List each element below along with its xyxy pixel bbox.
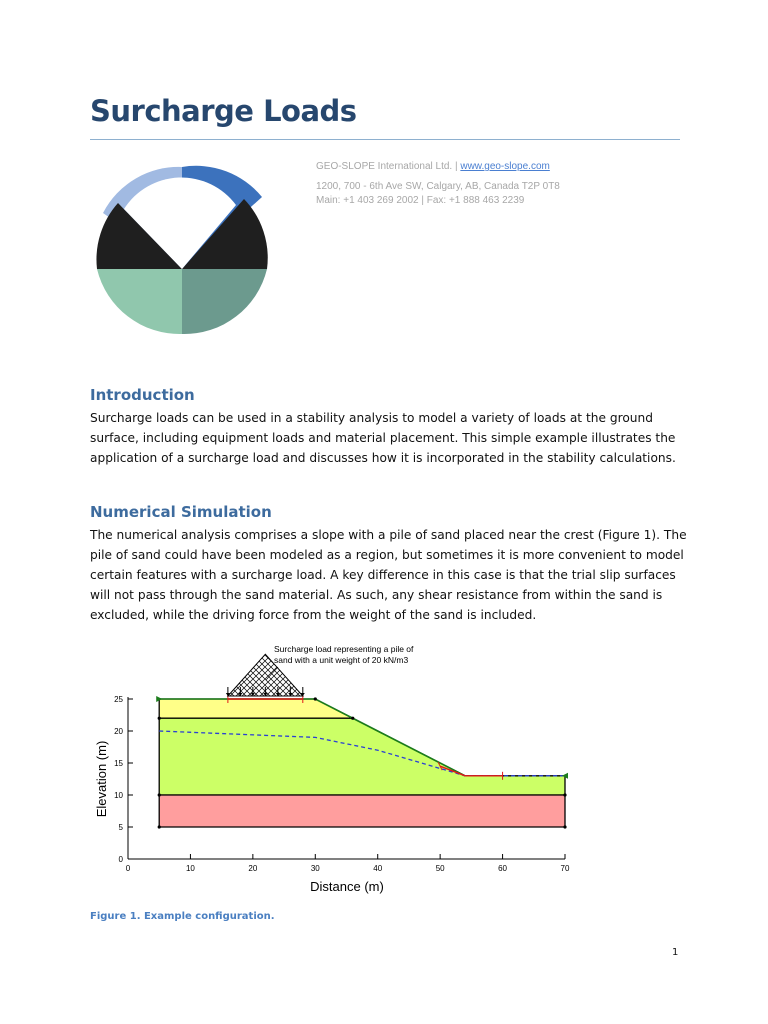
region-node-2	[158, 793, 161, 796]
y-tick-label-25: 25	[114, 695, 123, 704]
heading-numerical-simulation: Numerical Simulation	[90, 503, 272, 521]
x-tick-label-30: 30	[310, 864, 320, 873]
company-name: GEO-SLOPE International Ltd.	[316, 161, 453, 172]
logo-segment-light-green	[97, 269, 182, 334]
numerical-simulation-paragraph: The numerical analysis comprises a slope with a pile of sand placed near the crest (Figure 1). The pile of sand could have been modeled as a region, but sometimes it is more convenient to model certain features with a surcharge load. A key difference in this case is that the trial slip surfaces will not pass through the sand material. As such, any shear resistance from within the sand is excluded, while the driving force from the weight of the sand is included.	[90, 528, 687, 622]
region-node-6	[314, 697, 317, 700]
page-number: 1	[672, 947, 679, 958]
introduction-paragraph: Surcharge loads can be used in a stability analysis to model a variety of loads at the ground surface, including equipment loads and material placement. This simple example illustrates the application of a surcharge load and discusses how it is incorporated in the stability calculations.	[90, 411, 676, 465]
annotation-line-2: sand with a unit weight of 20 kN/m3	[274, 655, 409, 665]
region-node-3	[563, 793, 566, 796]
x-tick-label-10: 10	[185, 864, 195, 873]
annotation-line-1: Surcharge load representing a pile of	[274, 644, 414, 654]
y-axis-label: Elevation (m)	[94, 740, 109, 818]
red-foundation-layer	[159, 795, 565, 827]
heading-introduction: Introduction	[90, 386, 195, 404]
x-tick-label-0: 0	[125, 864, 131, 873]
y-tick-label-10: 10	[114, 791, 123, 800]
company-logo	[96, 158, 268, 336]
page-title: Surcharge Loads	[90, 94, 357, 128]
x-tick-label-60: 60	[498, 864, 508, 873]
upper-yellow-layer	[159, 699, 353, 718]
y-tick-label-5: 5	[118, 823, 123, 832]
x-tick-label-40: 40	[373, 864, 383, 873]
region-node-1	[351, 717, 354, 720]
green-slope-layer	[159, 718, 565, 795]
contact-separator: |	[454, 161, 458, 172]
x-tick-label-50: 50	[435, 864, 445, 873]
contact-block	[316, 160, 560, 208]
logo-segment-dark-green	[182, 269, 267, 334]
x-tick-label-20: 20	[248, 864, 258, 873]
region-node-0	[158, 717, 161, 720]
company-phone: Main: +1 403 269 2002 | Fax: +1 888 463 2239	[316, 195, 525, 206]
slope-configuration-figure	[88, 640, 588, 900]
y-tick-label-15: 15	[114, 759, 123, 768]
title-divider	[90, 139, 680, 140]
x-axis-label: Distance (m)	[310, 879, 384, 894]
x-tick-label-70: 70	[560, 864, 570, 873]
website-link[interactable]: www.geo-slope.com	[460, 161, 550, 172]
figure-caption: Figure 1. Example configuration.	[90, 911, 275, 922]
region-node-5	[563, 825, 566, 828]
region-node-4	[158, 825, 161, 828]
company-address: 1200, 700 - 6th Ave SW, Calgary, AB, Canada T2P 0T8	[316, 181, 560, 192]
y-tick-label-20: 20	[114, 727, 123, 736]
y-tick-label-0: 0	[118, 855, 123, 864]
